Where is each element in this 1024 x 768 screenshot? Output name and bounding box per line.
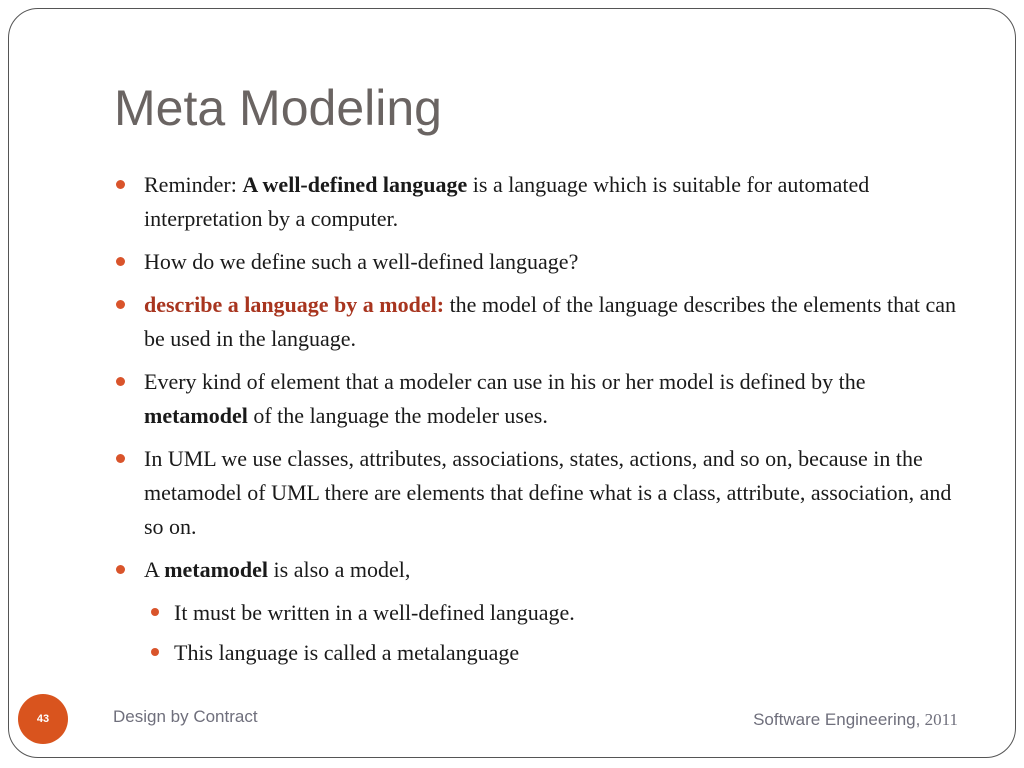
footer-left-text: Design by Contract <box>113 707 258 726</box>
footer-year: 2011 <box>920 710 958 729</box>
footer-right-text: Software Engineering, <box>753 710 921 729</box>
slide-title: Meta Modeling <box>114 80 442 136</box>
bullet-text-prefix: A <box>144 557 165 582</box>
bullet-item <box>116 365 956 433</box>
bullet-dot-icon <box>116 257 125 266</box>
bullet-dot-icon <box>116 300 125 309</box>
bullet-item <box>116 442 956 544</box>
bullet-dot-icon <box>116 565 125 574</box>
bullet-text-suffix: is also a model, <box>268 557 411 582</box>
sub-bullet-item <box>116 596 956 630</box>
bullet-text: In UML we use classes, attributes, associations, states, actions, and so on, because in the metamodel of UML there are elements that define what is a class, attribute, association, and so on. <box>144 446 952 539</box>
sub-bullet-text: This language is called a metalanguage <box>174 640 520 665</box>
bullet-dot-icon <box>151 608 159 616</box>
bullet-text-prefix: Every kind of element that a modeler can use in his or her model is defined by the <box>144 369 866 394</box>
bullet-dot-icon <box>151 648 159 656</box>
bullet-dot-icon <box>116 454 125 463</box>
bullet-text-bold: A well-defined language <box>242 172 468 197</box>
bullet-item <box>116 168 956 236</box>
slide-content <box>116 168 956 676</box>
bullet-text: How do we define such a well-defined language? <box>144 249 579 274</box>
sub-bullet-text: It must be written in a well-defined language. <box>174 600 575 625</box>
bullet-text-suffix: of the language the modeler uses. <box>247 403 548 428</box>
footer-right <box>753 710 958 730</box>
bullet-text-bold: metamodel <box>164 557 269 582</box>
bullet-item <box>116 245 956 279</box>
bullet-item <box>116 288 956 356</box>
page-number-badge: 43 <box>18 694 68 744</box>
bullet-text-suffix: is a language which is suitable for automated interpretation by a computer. <box>144 172 870 231</box>
bullet-text-bold: metamodel <box>144 403 248 428</box>
bullet-text-accent: describe a language by a model: <box>144 292 445 317</box>
bullet-dot-icon <box>116 377 125 386</box>
bullet-text-suffix: the model of the language describes the elements that can be used in the language. <box>144 292 956 351</box>
bullet-item <box>116 553 956 587</box>
sub-bullet-item <box>116 636 956 670</box>
bullet-dot-icon <box>116 180 125 189</box>
bullet-text-prefix: Reminder: <box>144 172 243 197</box>
